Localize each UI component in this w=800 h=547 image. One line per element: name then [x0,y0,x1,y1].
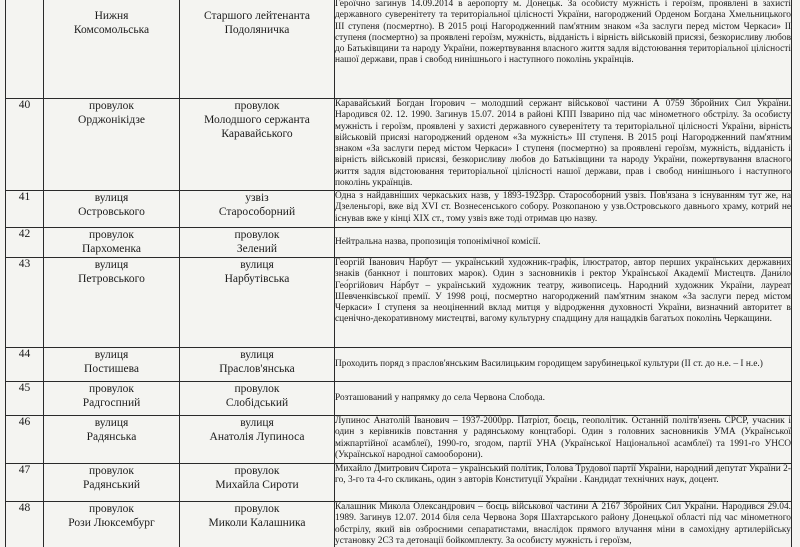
row-number [6,0,44,99]
old-street-name: провулок Орджонікідзе [44,99,180,191]
naming-rationale: Каравайський Богдан Ігорович – молодший сержант військової частини А 0759 Збройних Сил України. Народився 02. 12. 1990. Загинув 15.07. 2014 в районі КПП Ізварино під час мінометного обстрілу. За особисту мужність і героїзм, проявлені у захисті державного суверенітету та територіальної цілісності України, вірність військовій присязі нагороджений орденом «За мужність» ІІІ ступеня. В 2015 році Нагородженний пам'ятним знаком «За заслуги перед містом Черкаси» І ступеня (посмертно) за проявлені героїзм, мужність, відданість і вірність військовій присязі, безкорисливу любов до Батьківщини та народу України, пожертвування власного життя задля відстоювання територіальної цілісності нашої держави, прав і свобод нинішнього і наступного поколінь українців. [335,99,792,191]
table-row [6,348,792,382]
table-row [6,382,792,416]
naming-rationale: Георгій Іва́нович На́рбут — український художник-графік, ілюстратор, автор перших українських державних знаків (банкнот і поштових марок). Один з засновників і ректор Української Академії Мистецтв. Дани́ло Гео́ргійович На́рбут – український художник театру, живописець. Народний художник України, лауреат Шевченківської премії. У 1998 році, посмертно нагороджений пам'ятним знаком «За заслуги перед містом Черкаси» І ступеня за неоціненний вклад митця у відродження духовності України, визначний авторитет в сценічно-декоративному мистецтві, вагому культурну спадщину для нащадків багатьох поколінь Черкащини. [335,258,792,348]
new-street-name: провулок Миколи Калашника [180,502,335,547]
row-number: 47 [6,464,44,502]
old-street-name: вулиця Радянська [44,416,180,464]
table-row [6,99,792,191]
old-street-name: вулиця Постишева [44,348,180,382]
naming-rationale: Нейтральна назва, пропозиція топонімічної комісії. [335,228,792,258]
naming-rationale: Розташований у напрямку до села Червона Слобода. [335,382,792,416]
old-street-name: вулиця Островського [44,191,180,228]
row-number: 48 [6,502,44,547]
row-number: 44 [6,348,44,382]
naming-rationale: Миха́йло Дми́трович Сирота́ – український політик, Голова Трудової партії України, народний депутат України 2-го, 3-го та 4-го скликань, один з авторів Конституції України . Кандидат технічних наук, доцент. [335,464,792,502]
new-street-name: вулиця Анатолія Лупиноса [180,416,335,464]
new-street-name: узвіз Старособорний [180,191,335,228]
new-street-name: Старшого лейтенанта Подоляничка [180,0,335,99]
new-street-name: провулок Михайла Сироти [180,464,335,502]
new-street-name: провулок Молодшого сержанта Каравайського [180,99,335,191]
table-row [6,258,792,348]
naming-rationale: Проходить поряд з праслов'янським Василицьким городищем зарубинецької культури (ІІ ст. до н.е. – І н.е.) [335,348,792,382]
street-renaming-table [5,0,792,547]
row-number: 46 [6,416,44,464]
old-street-name: провулок Рози Люксембург [44,502,180,547]
old-street-name: Нижня Комсомольська [44,0,180,99]
old-street-name: вулиця Петровського [44,258,180,348]
row-number: 43 [6,258,44,348]
naming-rationale: Лупинос Анатолій Іванович – 1937-2000рр. Патріот, боєць, геополітик. Останній політв'язень СРСР, учасник і один з керівників повстання у радянському концтаборі. Один з головних засновників УМА (Української міжпартійної асамблеї), 1990-го, згодом, партії УНА (Української Національної асамблеї) та 1991-го УНСО (Української народної самооборони). [335,416,792,464]
row-number: 45 [6,382,44,416]
table-row [6,191,792,228]
table-row [6,228,792,258]
row-number: 41 [6,191,44,228]
old-street-name: провулок Радгоспний [44,382,180,416]
old-street-name: провулок Пархоменка [44,228,180,258]
row-number: 42 [6,228,44,258]
new-street-name: вулиця Нарбутівська [180,258,335,348]
naming-rationale: Калашник Микола Олександрович – боєць військової частини А 2167 Збройних Сил України. Народився 29.04. 1989. Загинув 12.07. 2014 біля села Червона Зоря Шахтарського району Донецької області під час мінометного обстрілу, який вів озброєними сепаратистами, внаслідок прямого влучання міни в самохідну артилерійську установку 2С3 та детонації бойкомплекту. За особисту мужність і героїзм, [335,502,792,547]
table-row [6,502,792,547]
naming-rationale: Одна з найдавніших черкаських назв, у 1893-1923рр. Старособорний узвіз. Пов'язана з існуванням тут же, на Дзеленьгорі, вже від XVI ст. Вознесенського собору. Розкопаною у узв.Островського давнього храму, котрий не існував вже у кінці XIX ст., тому узвіз вже тоді отримав цю назву. [335,191,792,228]
table-row [6,416,792,464]
new-street-name: вулиця Праслов'янська [180,348,335,382]
new-street-name: провулок Слобідський [180,382,335,416]
table-row [6,0,792,99]
old-street-name: провулок Радянський [44,464,180,502]
row-number: 40 [6,99,44,191]
table-row [6,464,792,502]
new-street-name: провулок Зелений [180,228,335,258]
naming-rationale: Героїчно загинув 14.09.2014 в аеропорту м. Донецьк. За особисту мужність і героїзм, проявлені в захисті державного суверенітету та територіальної цілісності України, нагороджений Орденом Богдана Хмельницького ІІІ ступеня (посмертно). В 2015 році Нагородженний пам'ятним знаком «За заслуги перед містом Черкаси» ІІ ступеня (посмертно) за проявлені героїзм, мужність, відданість і вірність військовій присязі, безкорисливу любов до Батьківщини та народу України, пожертвування власного життя задля відстоювання територіальної цілісності нашої держави, прав і свобод нинішнього і наступного поколінь українців. [335,0,792,99]
